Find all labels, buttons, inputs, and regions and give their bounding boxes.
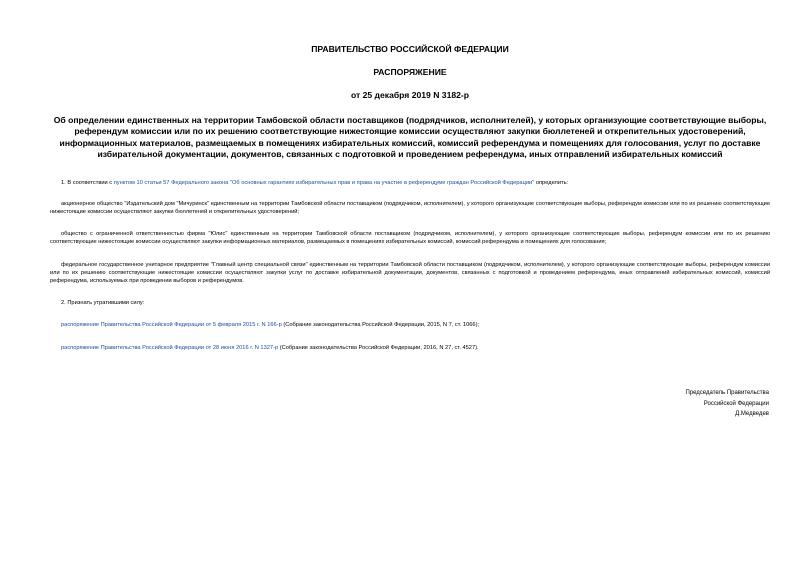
document-type: РАСПОРЯЖЕНИЕ <box>373 67 447 77</box>
paragraph-2: 2. Признать утратившими силу: <box>61 300 145 307</box>
document-date: от 25 декабря 2019 N 3182-р <box>350 90 470 100</box>
paragraph-repeal-2 <box>50 344 770 352</box>
paragraph-1-prefix: 1. В соответствии с <box>61 179 114 186</box>
government-heading: ПРАВИТЕЛЬСТВО РОССИЙСКОЙ ФЕДЕРАЦИИ <box>311 44 509 54</box>
federal-law-link[interactable]: Федерального закона "Об основных гарантиях избирательных прав и права на участие в референдуме граждан Российской Федерации" <box>171 179 535 186</box>
paragraph-svyaz: федеральное государственное унитарное предприятие "Главный центр специальной связи" единственным на территории Тамбовской области поставщиком (подрядчиком, исполнителем), у которого организующие соответствующие выборы, референдум комиссии или по их решению соответствующие нижестоящие комиссии осуществляют закупки услуг по доставке избирательной документации, документов, связанных с подготовкой и проведением референдума, иных отправлений избирательных комиссий, комиссий референдума, используемых при проведении выборов и референдумов. <box>50 261 770 285</box>
repeal-1-source: (Собрание законодательства Российской Федерации, 2015, N 7, ст. 1066); <box>281 322 480 329</box>
document-title: Об определении единственных на территории Тамбовской области поставщиков (подрядчиков, исполнителей), у которых организующие соответствующие выборы, референдум комиссии или по их решению соответствующие нижестоящие комиссии осуществляют закупки бюллетеней и открепительных удостоверений, информационных материалов, размещаемых в помещениях избирательных комиссий, комиссий референдума и помещениях для голосования, услуг по доставке избирательной документации, документов, связанных с подготовкой и проведением референдума, иных отправлений избирательных комиссий <box>53 115 767 160</box>
paragraph-1-suffix: определить: <box>534 179 569 186</box>
document-body <box>50 179 770 352</box>
paragraph-minurinsk: акционерное общество "Издательский дом "Мичуринск" единственным на территории Тамбовской области поставщиком (подрядчиком, исполнителем), у которого организующие соответствующие выборы, референдум комиссии или по их решению соответствующие нижестоящие комиссии осуществляют закупки бюллетеней и открепительных удостоверений; <box>50 200 770 216</box>
repeal-order-2016-link[interactable]: распоряжение Правительства Российской Федерации от 28 июня 2016 г. N 1327-р <box>61 344 279 351</box>
paragraph-repeal-1 <box>50 321 770 329</box>
repeal-order-2015-link[interactable]: распоряжение Правительства Российской Федерации от 5 февраля 2015 г. N 166-р <box>61 322 282 329</box>
paragraph-1 <box>50 179 770 187</box>
law-article-link[interactable]: пунктом 10 статьи 57 <box>113 179 170 186</box>
signature-position: Председатель Правительства <box>685 390 769 396</box>
signature-block <box>685 388 769 420</box>
paragraph-yulis: общество с ограниченной ответственностью фирма "Юлис" единственным на территории Тамбовской области поставщиком (подрядчиком, исполнителем), у которого организующие соответствующие выборы, референдум комиссии или по их решению соответствующие нижестоящие комиссии осуществляют закупки информационных материалов, размещаемых в помещениях избирательных комиссий, комиссий референдума и помещениях для голосования; <box>50 231 770 246</box>
signature-name: Д.Медведев <box>735 411 769 417</box>
signature-organization: Российской Федерации <box>703 400 769 407</box>
document-page <box>50 40 770 366</box>
repeal-2-source: (Собрание законодательства Российской Федерации, 2016, N 27, ст. 4527). <box>278 344 479 351</box>
